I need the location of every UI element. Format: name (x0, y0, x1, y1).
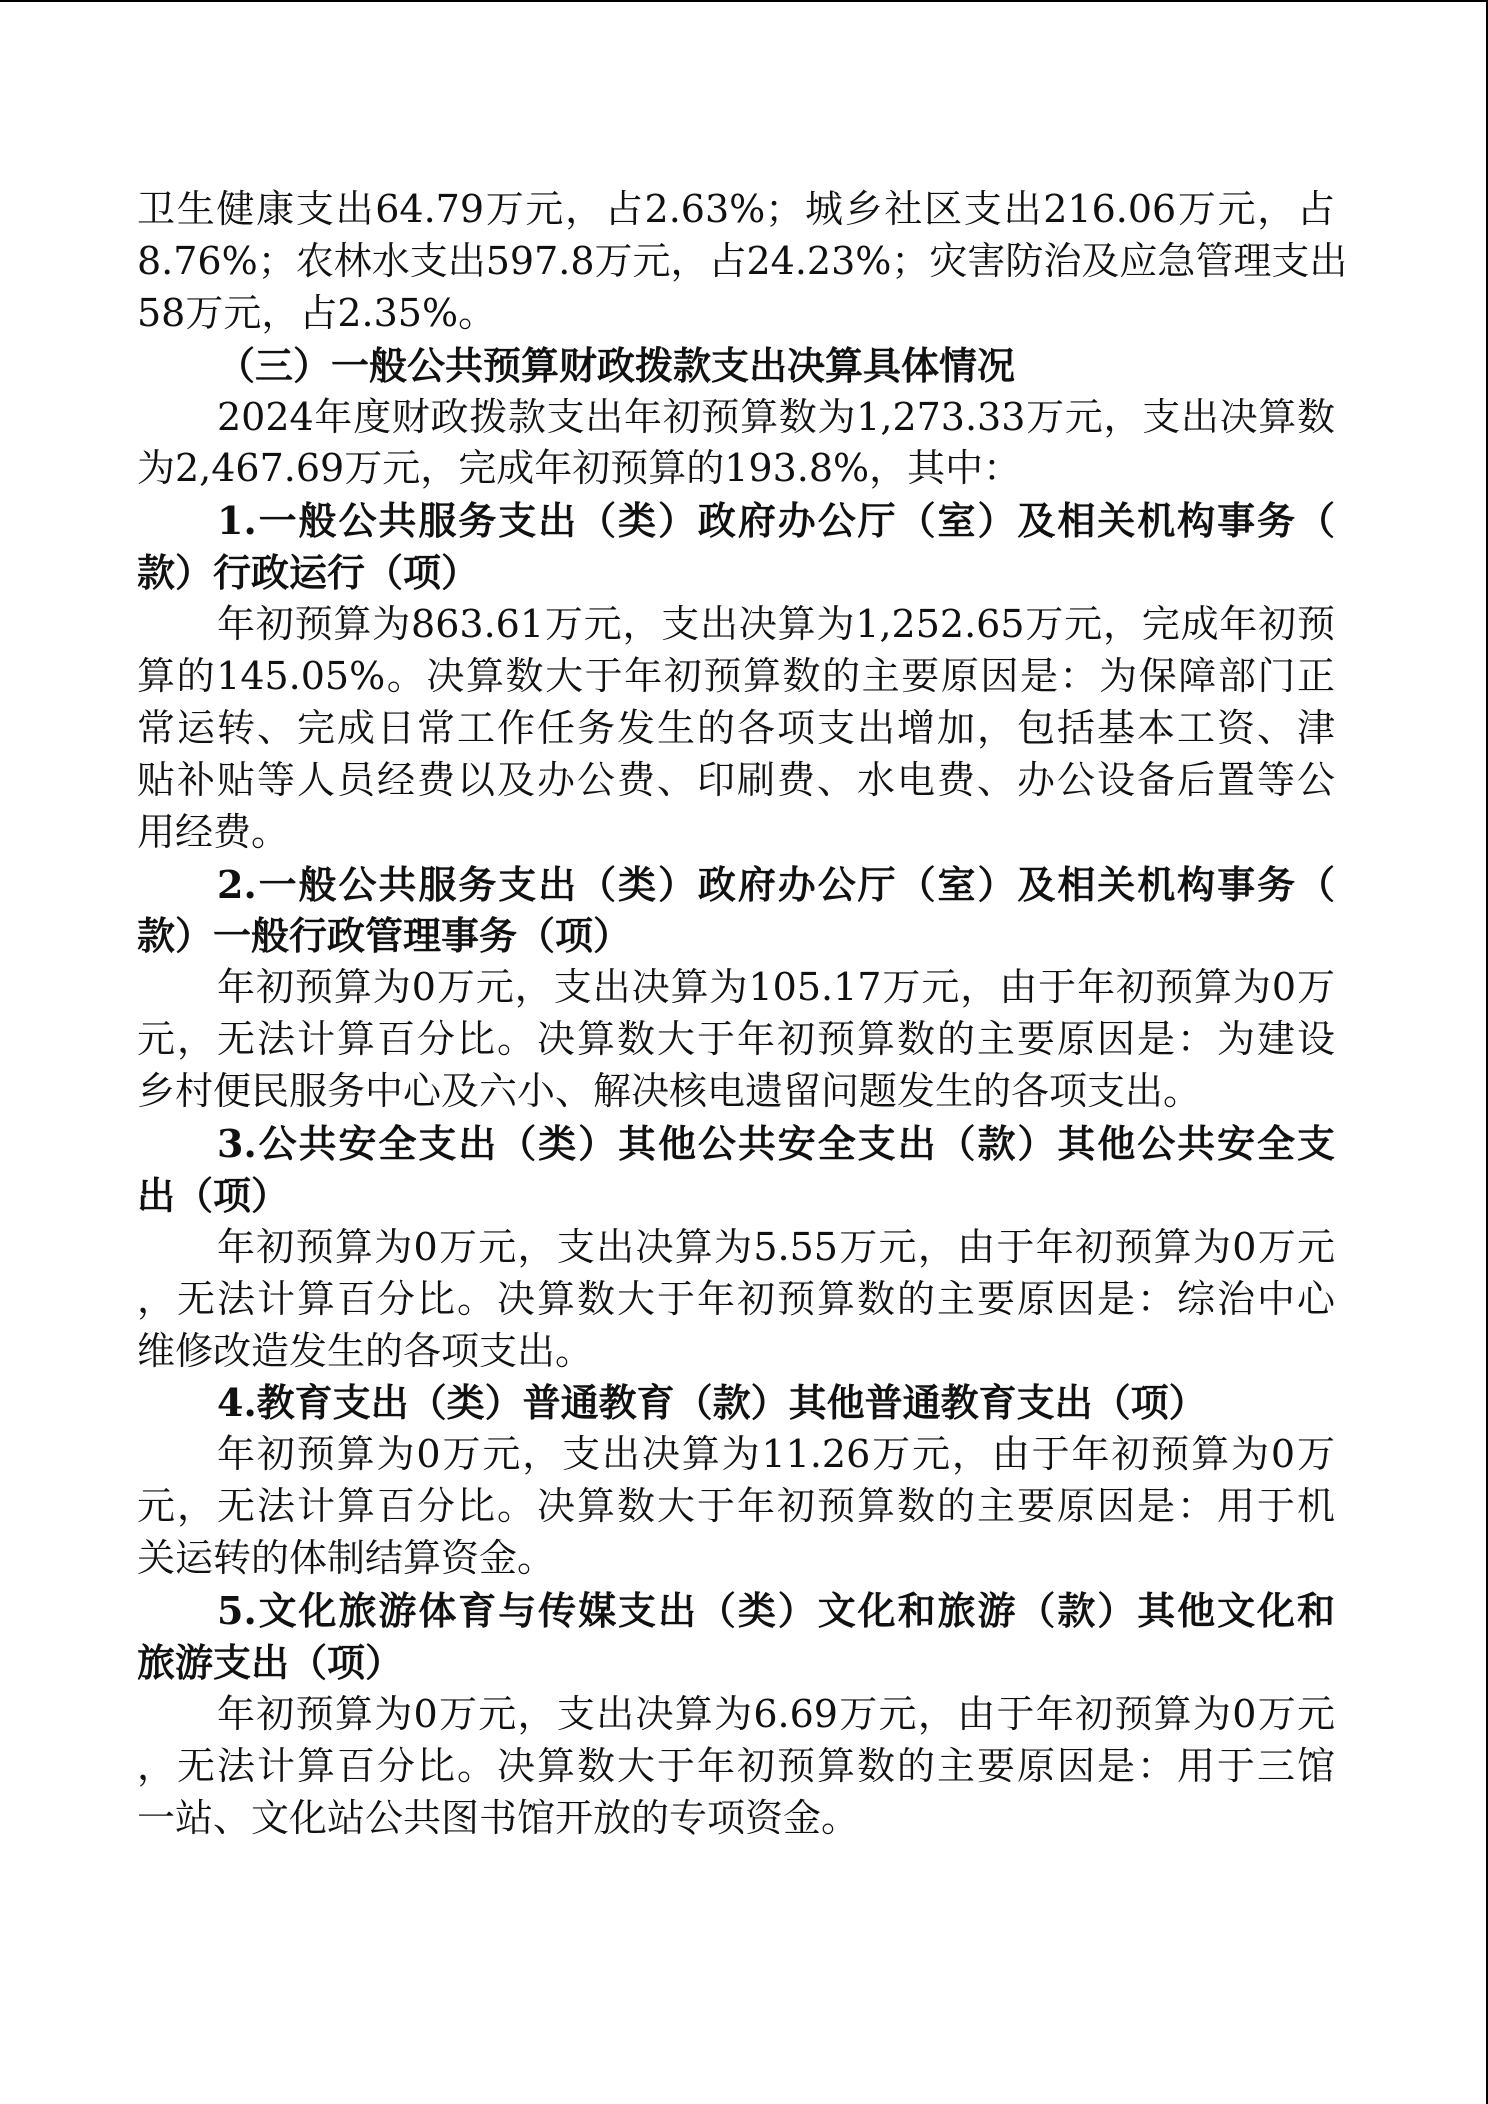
paragraph-line: 年初预算为0万元，支出决算为105.17万元，由于年初预算为0万 (217, 965, 1335, 1010)
section-heading-line: 款）一般行政管理事务（项） (137, 913, 632, 959)
paragraph-line: 元，无法计算百分比。决算数大于年初预算数的主要原因是：用于机 (137, 1484, 1335, 1529)
paragraph-line: 2024年度财政拨款支出年初预算数为1,273.33万元，支出决算数 (217, 394, 1335, 439)
section-heading-line: 出（项） (137, 1172, 290, 1218)
paragraph-line: 用经费。 (137, 809, 290, 854)
paragraph-line: 乡村便民服务中心及六小、解决核电遗留问题发生的各项支出。 (137, 1069, 1202, 1114)
paragraph-line: 年初预算为0万元，支出决算为5.55万元，由于年初预算为0万元 (217, 1224, 1335, 1269)
section-heading-line: 旅游支出（项） (137, 1639, 404, 1685)
paragraph-line: 8.76%；农林水支出597.8万元，占24.23%；灾害防治及应急管理支出 (137, 238, 1348, 283)
paragraph-line: ，无法计算百分比。决算数大于年初预算数的主要原因是：综治中心 (137, 1276, 1335, 1321)
paragraph-line: 常运转、完成日常工作任务发生的各项支出增加，包括基本工资、津 (137, 705, 1335, 750)
paragraph-line: 年初预算为0万元，支出决算为11.26万元，由于年初预算为0万 (217, 1432, 1335, 1477)
section-heading-line: 3.公共安全支出（类）其他公共安全支出（款）其他公共安全支 (217, 1121, 1335, 1167)
paragraph-line: 卫生健康支出64.79万元，占2.63%；城乡社区支出216.06万元，占 (137, 187, 1335, 231)
paragraph-line: 算的145.05%。决算数大于年初预算数的主要原因是：为保障部门正 (137, 654, 1335, 699)
section-heading-line: （三）一般公共预算财政拨款支出决算具体情况 (217, 342, 1016, 388)
paragraph-line: 元，无法计算百分比。决算数大于年初预算数的主要原因是：为建设 (137, 1017, 1335, 1062)
paragraph-line: 为2,467.69万元，完成年初预算的193.8%，其中： (137, 446, 1022, 491)
paragraph-line: 贴补贴等人员经费以及办公费、印刷费、水电费、办公设备后置等公 (137, 757, 1335, 802)
paragraph-line: ，无法计算百分比。决算数大于年初预算数的主要原因是：用于三馆 (137, 1743, 1335, 1788)
paragraph-line: 年初预算为0万元，支出决算为6.69万元，由于年初预算为0万元 (217, 1691, 1335, 1736)
paragraph-line: 维修改造发生的各项支出。 (137, 1328, 594, 1373)
paragraph-line: 年初预算为863.61万元，支出决算为1,252.65万元，完成年初预 (217, 602, 1335, 647)
section-heading-line: 2.一般公共服务支出（类）政府办公厅（室）及相关机构事务（ (217, 861, 1335, 907)
section-heading-line: 款）行政运行（项） (137, 550, 480, 596)
paragraph-line: 关运转的体制结算资金。 (137, 1536, 556, 1581)
section-heading-line: 5.文化旅游体育与传媒支出（类）文化和旅游（款）其他文化和 (217, 1588, 1335, 1634)
paragraph-line: 一站、文化站公共图书馆开放的专项资金。 (137, 1795, 860, 1840)
section-heading-line: 1.一般公共服务支出（类）政府办公厅（室）及相关机构事务（ (217, 498, 1335, 544)
section-heading-line: 4.教育支出（类）普通教育（款）其他普通教育支出（项） (217, 1380, 1207, 1426)
document-body (137, 184, 1348, 1845)
paragraph-line: 58万元，占2.35%。 (137, 290, 497, 335)
